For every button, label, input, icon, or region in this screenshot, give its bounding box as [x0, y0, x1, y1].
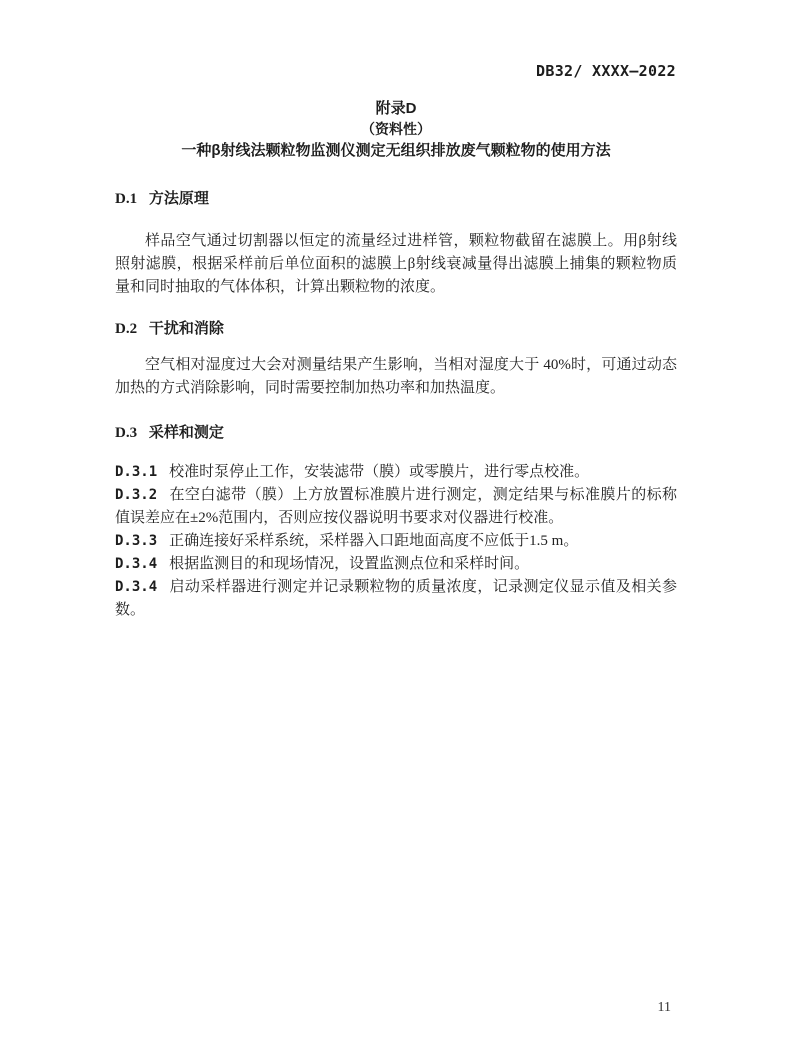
standard-number-header: DB32/ XXXX—2022: [536, 62, 676, 80]
appendix-label: 附录D: [375, 100, 417, 117]
section-title: 采样和测定: [148, 424, 224, 441]
section-number: D.2: [115, 321, 138, 337]
paragraph-interference: 空气相对湿度过大会对测量结果产生影响，当相对湿度大于 40%时，可通过动态加热的方式消除影响，同时需要控制加热功率和加热温度。: [115, 357, 677, 396]
clause-d3-1: [115, 461, 677, 484]
section-title: 干扰和消除: [148, 320, 224, 337]
clause-text: 校准时泵停止工作，安装滤带（膜）或零膜片，进行零点校准。: [169, 464, 590, 480]
clause-d3-2: [115, 484, 677, 530]
clause-number: D.3.1: [115, 464, 158, 480]
page-number: 11: [657, 1000, 671, 1015]
section-heading-d1: [115, 187, 677, 211]
clause-number: D.3.2: [115, 487, 158, 503]
appendix-title: 一种β射线法颗粒物监测仪测定无组织排放废气颗粒物的使用方法: [181, 142, 611, 159]
clause-text: 根据监测目的和现场情况，设置监测点位和采样时间。: [169, 556, 530, 572]
clause-text: 启动采样器进行测定并记录颗粒物的质量浓度，记录测定仪显示值及相关参数。: [115, 579, 677, 618]
section-number: D.3: [115, 425, 138, 441]
section-heading-d3: [115, 421, 677, 445]
title-block: [115, 98, 677, 161]
clause-number: D.3.4: [115, 579, 158, 595]
clause-d3-3: [115, 530, 677, 553]
clause-number: D.3.3: [115, 533, 158, 549]
section-heading-d2: [115, 317, 677, 341]
clause-list: [115, 461, 677, 622]
clause-d3-4b: [115, 576, 677, 622]
clause-text: 在空白滤带（膜）上方放置标准膜片进行测定，测定结果与标准膜片的标称值误差应在±2%范围内，否则应按仪器说明书要求对仪器进行校准。: [115, 487, 677, 526]
document-content: [115, 0, 677, 622]
clause-number: D.3.4: [115, 556, 158, 572]
paragraph-method-principle: 样品空气通过切割器以恒定的流量经过进样管，颗粒物截留在滤膜上。用β射线照射滤膜，根据采样前后单位面积的滤膜上β射线衰减量得出滤膜上捕集的颗粒物质量和同时抽取的气体体积，计算出颗粒物的浓度。: [115, 233, 677, 295]
section-title: 方法原理: [148, 190, 209, 207]
section-number: D.1: [115, 191, 138, 207]
clause-d3-4: [115, 553, 677, 576]
informative-label: （资料性）: [361, 121, 431, 137]
clause-text: 正确连接好采样系统，采样器入口距地面高度不应低于1.5 m。: [169, 533, 579, 549]
